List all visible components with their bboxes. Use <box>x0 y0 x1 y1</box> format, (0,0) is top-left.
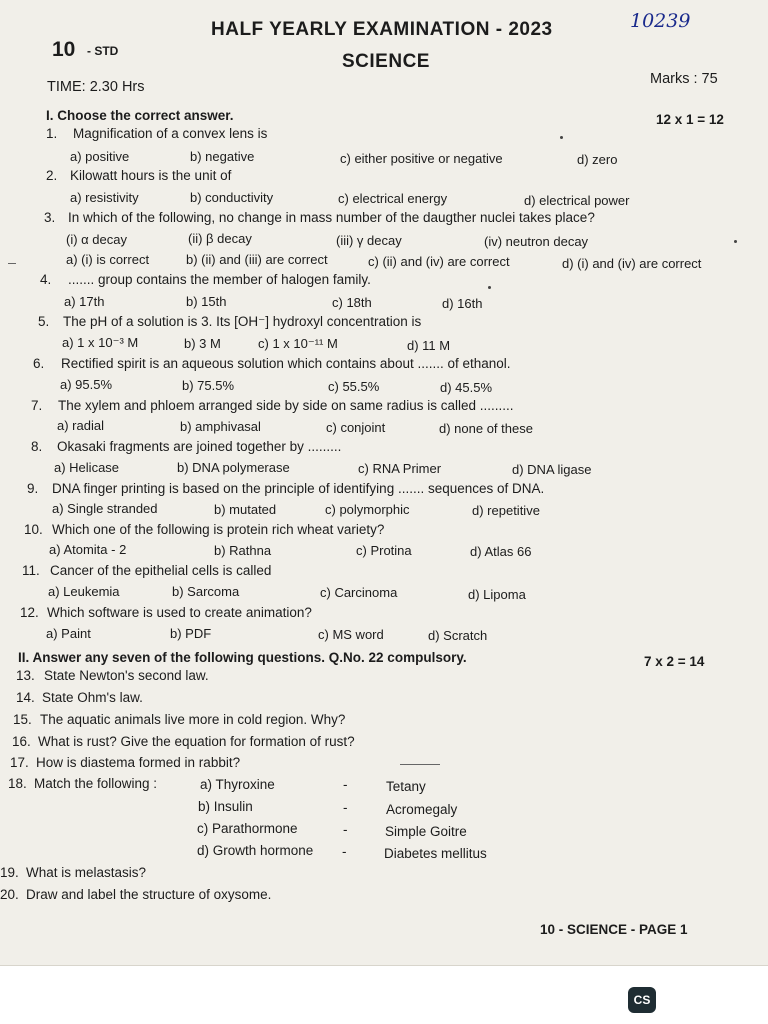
option: a) Paint <box>46 626 91 641</box>
question-number: 4. <box>40 272 52 287</box>
section2-heading: II. Answer any seven of the following questions. Q.No. 22 compulsory. <box>18 650 467 665</box>
option: a) Atomita - 2 <box>49 542 127 557</box>
section2-score: 7 x 2 = 14 <box>644 654 705 669</box>
option: c) conjoint <box>326 420 386 435</box>
question-text: In which of the following, no change in mass number of the daugther nuclei takes place? <box>68 210 595 225</box>
match-separator: - <box>343 777 348 792</box>
question-text: Match the following : <box>34 776 158 791</box>
option: d) (i) and (iv) are correct <box>562 256 702 271</box>
question-number: 10. <box>24 522 43 537</box>
scan-mark <box>400 764 440 765</box>
option: c) electrical energy <box>338 191 448 206</box>
match-left-item: c) Parathormone <box>197 821 298 836</box>
option: c) polymorphic <box>325 502 410 517</box>
question-text: How is diastema formed in rabbit? <box>36 755 241 770</box>
question-number: 2. <box>46 168 58 183</box>
question-text: Magnification of a convex lens is <box>73 126 268 141</box>
option: a) Single stranded <box>52 501 158 516</box>
question-number: 1. <box>46 126 58 141</box>
question-text: State Ohm's law. <box>42 690 143 705</box>
question-number: 8. <box>31 439 43 454</box>
question-text: DNA finger printing is based on the principle of identifying ....... sequences of DNA. <box>52 481 545 496</box>
match-right-item: Simple Goitre <box>385 824 467 839</box>
option: b) 3 M <box>184 336 221 351</box>
match-right-item: Diabetes mellitus <box>384 846 487 861</box>
option: a) Leukemia <box>48 584 120 599</box>
option: a) positive <box>70 149 130 164</box>
option: a) (i) is correct <box>66 252 150 267</box>
section1-heading: I. Choose the correct answer. <box>46 108 234 123</box>
option: c) (ii) and (iv) are correct <box>368 254 510 269</box>
exam-title: HALF YEARLY EXAMINATION - 2023 <box>211 19 553 40</box>
option: d) 16th <box>442 296 483 311</box>
option: d) Lipoma <box>468 587 526 602</box>
std-label: - STD <box>87 44 119 58</box>
match-right-item: Tetany <box>386 779 426 794</box>
option: a) Helicase <box>54 460 120 475</box>
match-left-item: a) Thyroxine <box>200 777 275 792</box>
question-text: State Newton's second law. <box>44 668 209 683</box>
option: d) repetitive <box>472 503 540 518</box>
std-number: 10 <box>52 38 76 61</box>
match-separator: - <box>342 844 347 859</box>
option: a) 95.5% <box>60 377 113 392</box>
option: c) Protina <box>356 543 412 558</box>
match-right-item: Acromegaly <box>386 802 458 817</box>
option: (i) α decay <box>66 232 127 247</box>
option: d) Atlas 66 <box>470 544 532 559</box>
match-left-item: d) Growth hormone <box>197 843 314 858</box>
question-number: 13. <box>16 668 35 683</box>
option: d) DNA ligase <box>512 462 592 477</box>
question-text: ....... group contains the member of halogen family. <box>68 272 371 287</box>
question-number: 3. <box>44 210 56 225</box>
question-text: What is melastasis? <box>26 865 147 880</box>
option: b) Sarcoma <box>172 584 240 599</box>
subject-title: SCIENCE <box>342 51 430 72</box>
option: b) amphivasal <box>180 419 261 434</box>
question-text: Which one of the following is protein rich wheat variety? <box>52 522 385 537</box>
match-left-item: b) Insulin <box>198 799 253 814</box>
option: d) none of these <box>439 421 533 436</box>
option: d) Scratch <box>428 628 488 643</box>
question-number: 18. <box>8 776 27 791</box>
option: b) PDF <box>170 626 212 641</box>
question-number: 12. <box>20 605 39 620</box>
option: d) zero <box>577 152 618 167</box>
option: d) 45.5% <box>440 380 493 395</box>
option: b) mutated <box>214 502 277 517</box>
question-number: 6. <box>33 356 45 371</box>
handwritten-number: 10239 <box>630 10 691 32</box>
match-separator: - <box>343 800 348 815</box>
question-text: Rectified spirit is an aqueous solution which contains about ....... of ethanol. <box>61 356 511 371</box>
option: b) negative <box>190 149 255 164</box>
question-number: 17. <box>10 755 29 770</box>
option: b) Rathna <box>214 543 272 558</box>
marks-label: Marks : 75 <box>650 71 718 87</box>
option: b) DNA polymerase <box>177 460 290 475</box>
question-text: The aquatic animals live more in cold region. Why? <box>40 712 346 727</box>
scan-speck <box>488 286 491 289</box>
option: a) 17th <box>64 294 105 309</box>
question-text: Draw and label the structure of oxysome. <box>26 887 272 902</box>
question-text: The pH of a solution is 3. Its [OH⁻] hydroxyl concentration is <box>63 314 422 329</box>
option: a) resistivity <box>70 190 139 205</box>
section1-score: 12 x 1 = 12 <box>656 112 724 127</box>
question-text: Which software is used to create animation? <box>47 605 312 620</box>
scan-speck <box>560 136 563 139</box>
page-footer: 10 - SCIENCE - PAGE 1 <box>540 922 688 937</box>
question-number: 20. <box>0 887 19 902</box>
time-label: TIME: 2.30 Hrs <box>47 79 145 95</box>
match-separator: - <box>343 822 348 837</box>
question-text: The xylem and phloem arranged side by side on same radius is called ......... <box>58 398 514 413</box>
option: a) radial <box>57 418 104 433</box>
scan-speck <box>734 240 737 243</box>
scan-mark <box>8 263 16 264</box>
question-number: 14. <box>16 690 35 705</box>
camscanner-badge: CS <box>628 987 656 1013</box>
question-number: 19. <box>0 865 19 880</box>
option: d) electrical power <box>524 193 630 208</box>
option: b) 15th <box>186 294 227 309</box>
question-text: Kilowatt hours is the unit of <box>70 168 232 183</box>
option: c) RNA Primer <box>358 461 442 476</box>
option: b) (ii) and (iii) are correct <box>186 252 328 267</box>
option: (ii) β decay <box>188 231 252 246</box>
option: (iii) γ decay <box>336 233 402 248</box>
question-text: Cancer of the epithelial cells is called <box>50 563 272 578</box>
option: d) 11 M <box>407 338 451 353</box>
question-number: 15. <box>13 712 32 727</box>
question-text: Okasaki fragments are joined together by ......... <box>57 439 342 454</box>
question-number: 16. <box>12 734 31 749</box>
option: c) 55.5% <box>328 379 380 394</box>
option: c) 1 x 10⁻¹¹ M <box>258 336 338 351</box>
question-number: 9. <box>27 481 39 496</box>
question-number: 5. <box>38 314 50 329</box>
option: (iv) neutron decay <box>484 234 589 249</box>
option: c) MS word <box>318 627 384 642</box>
option: a) 1 x 10⁻³ M <box>62 335 139 350</box>
option: b) 75.5% <box>182 378 235 393</box>
question-text: What is rust? Give the equation for formation of rust? <box>38 734 355 749</box>
question-number: 11. <box>22 563 40 578</box>
option: b) conductivity <box>190 190 274 205</box>
option: c) either positive or negative <box>340 151 503 166</box>
option: c) Carcinoma <box>320 585 398 600</box>
option: c) 18th <box>332 295 372 310</box>
question-number: 7. <box>31 398 43 413</box>
